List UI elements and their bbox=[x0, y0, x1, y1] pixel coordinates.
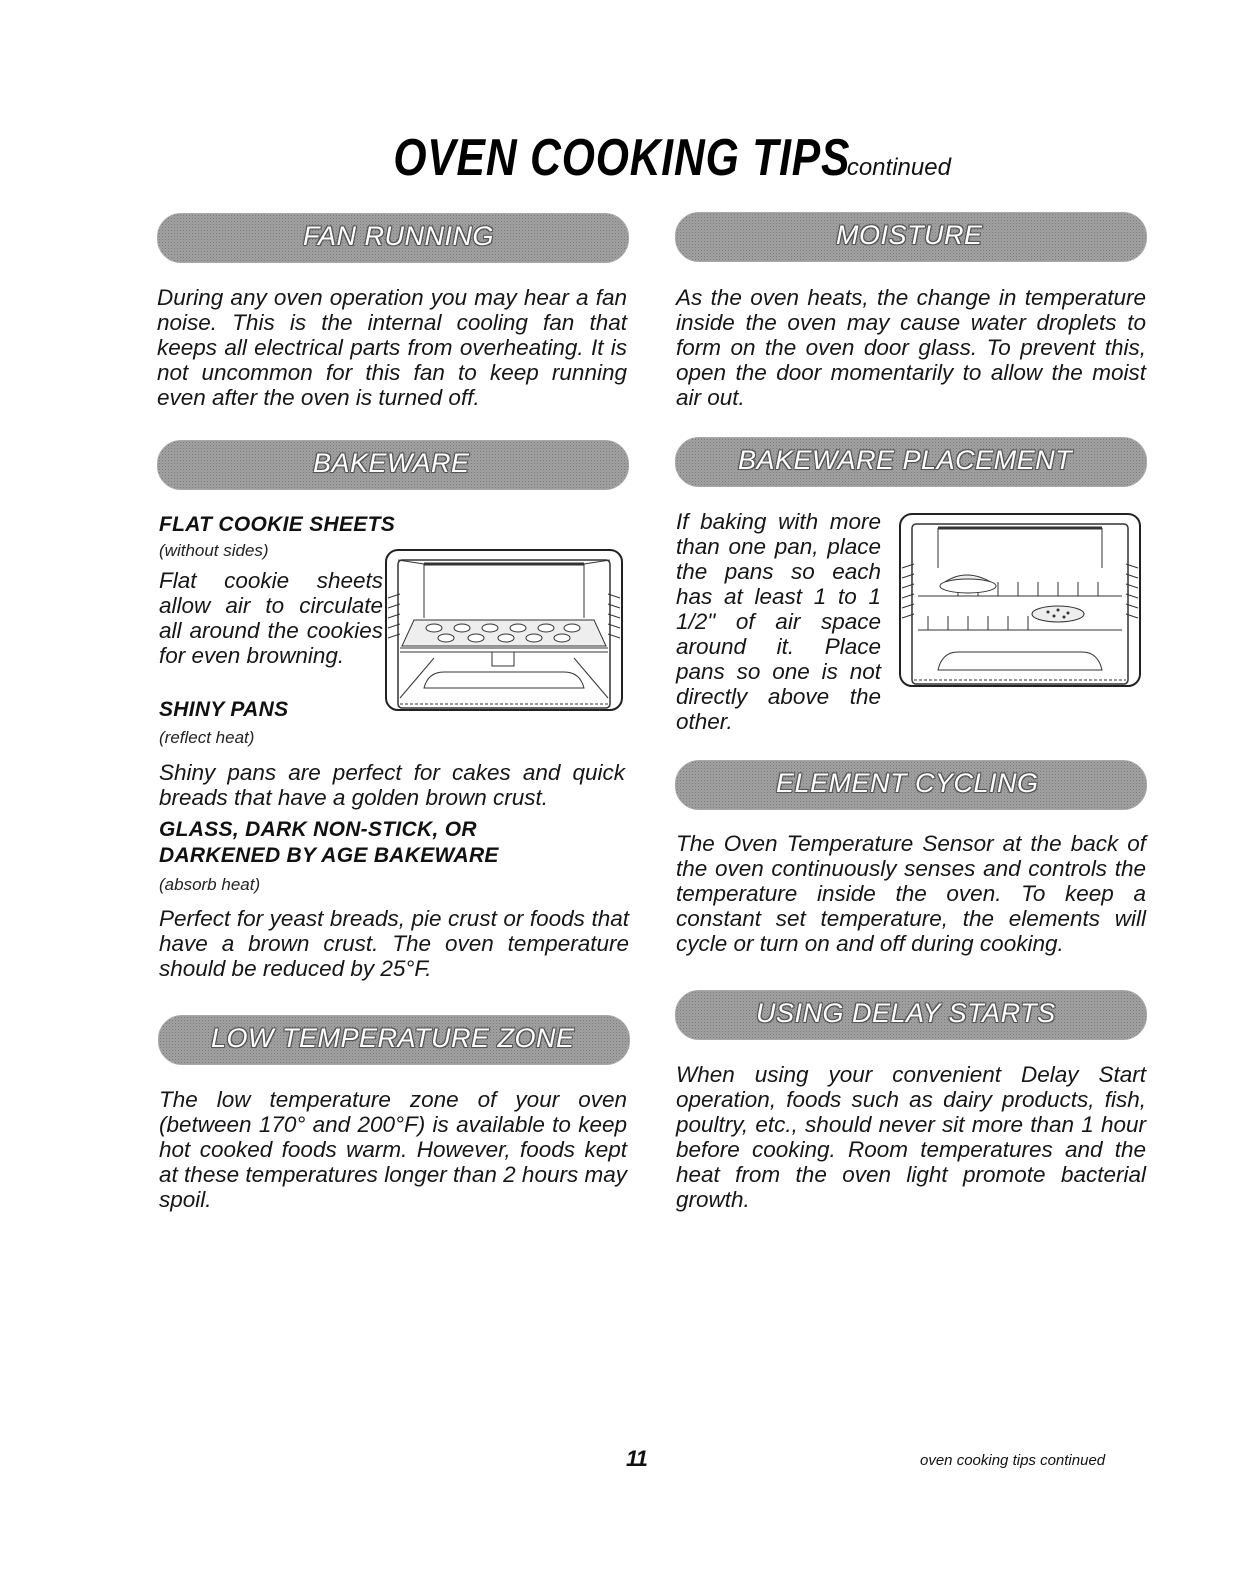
page-number: 11 bbox=[626, 1446, 647, 1471]
shiny-pans-title: SHINY PANS bbox=[159, 698, 289, 721]
element-cycling-heading: ELEMENT CYCLING bbox=[776, 768, 1039, 798]
bakeware-banner bbox=[157, 440, 629, 490]
glass-bakeware-note: (absorb heat) bbox=[159, 875, 261, 894]
bakeware-placement-illustration bbox=[898, 512, 1142, 688]
flat-cookie-sheets-title: FLAT COOKIE SHEETS bbox=[159, 513, 396, 536]
low-temperature-zone-text: The low temperature zone of your oven (between 170° and 200°F) is available to keep hot cooked foods warm. However, foods kept at these temperatures longer than 2 hours may spoil. bbox=[159, 1087, 627, 1212]
page-title bbox=[0, 128, 1244, 188]
delay-starts-heading: USING DELAY STARTS bbox=[756, 998, 1056, 1028]
moisture-banner bbox=[675, 212, 1147, 262]
flat-cookie-sheets-text: Flat cookie sheets allow air to circulate all around the cookies for even browning. bbox=[159, 568, 383, 668]
moisture-text: As the oven heats, the change in temperature inside the oven may cause water droplets to form on the oven door glass. To prevent this, open the door momentarily to allow the moist air out. bbox=[676, 285, 1146, 410]
low-temperature-zone-heading: LOW TEMPERATURE ZONE bbox=[211, 1023, 575, 1053]
shiny-pans-text: Shiny pans are perfect for cakes and quick breads that have a golden brown crust. bbox=[159, 760, 625, 810]
shiny-pans-note: (reflect heat) bbox=[159, 728, 255, 747]
element-cycling-text: The Oven Temperature Sensor at the back of the oven continuously senses and controls the temperature inside the oven. To keep a constant set temperature, the elements will cycle or turn on and off during cooking. bbox=[676, 831, 1146, 956]
glass-bakeware-title-line1: GLASS, DARK NON-STICK, OR bbox=[159, 818, 477, 841]
bakeware-heading: BAKEWARE bbox=[313, 448, 470, 478]
fan-running-text: During any oven operation you may hear a fan noise. This is the internal cooling fan that keeps all electrical parts from overheating. It is not uncommon for this fan to keep running even after the oven is turned off. bbox=[157, 285, 627, 410]
fan-running-heading: FAN RUNNING bbox=[303, 221, 494, 251]
bakeware-placement-text: If baking with more than one pan, place the pans so each has at least 1 to 1 1/2" of air space around it. Place pans so one is not directly above the other. bbox=[676, 509, 881, 734]
page-title-sub: continued bbox=[846, 154, 951, 181]
element-cycling-banner bbox=[675, 760, 1147, 810]
bakeware-placement-banner bbox=[675, 437, 1147, 487]
flat-cookie-sheets-note: (without sides) bbox=[159, 541, 269, 560]
delay-starts-banner bbox=[675, 990, 1147, 1040]
glass-bakeware-title-line2: DARKENED BY AGE BAKEWARE bbox=[159, 844, 499, 867]
page-title-main: OVEN COOKING TIPS bbox=[393, 129, 851, 187]
delay-starts-text: When using your convenient Delay Start operation, foods such as dairy products, fish, poultry, etc., should never sit more than 1 hour before cooking. Room temperatures and the heat from the oven light promote bacterial growth. bbox=[676, 1062, 1146, 1212]
footer-running-text: oven cooking tips continued bbox=[920, 1452, 1106, 1469]
moisture-heading: MOISTURE bbox=[836, 220, 983, 250]
glass-bakeware-text: Perfect for yeast breads, pie crust or foods that have a brown crust. The oven temperature should be reduced by 25°F. bbox=[159, 906, 629, 981]
fan-running-banner bbox=[157, 213, 629, 263]
cookie-sheet-oven-illustration bbox=[384, 548, 624, 714]
low-temperature-zone-banner bbox=[158, 1015, 630, 1065]
bakeware-placement-heading: BAKEWARE PLACEMENT bbox=[738, 445, 1073, 475]
